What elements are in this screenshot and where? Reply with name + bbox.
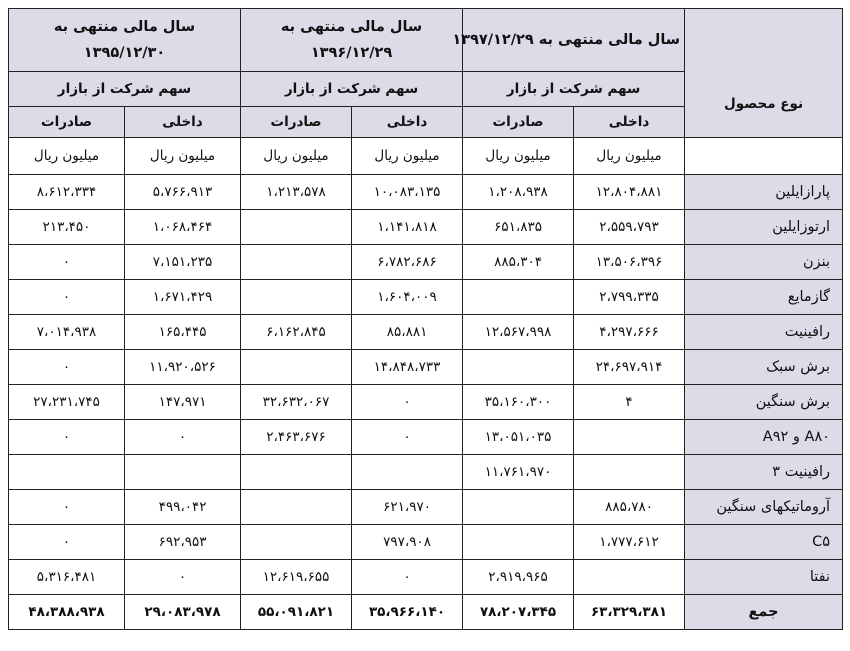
value-cell bbox=[241, 455, 352, 490]
total-value-cell: ۵۵،۰۹۱،۸۲۱ bbox=[241, 595, 352, 630]
value-cell: ۲،۷۹۹،۳۳۵ bbox=[574, 280, 685, 315]
product-name-cell: نفتا bbox=[685, 560, 843, 595]
value-cell bbox=[574, 560, 685, 595]
value-cell bbox=[241, 350, 352, 385]
table-row bbox=[9, 210, 843, 245]
value-cell: ۳۲،۶۳۲،۰۶۷ bbox=[241, 385, 352, 420]
value-cell: ۱۴،۸۴۸،۷۳۳ bbox=[352, 350, 463, 385]
table-row bbox=[9, 525, 843, 560]
value-cell: ۰ bbox=[352, 420, 463, 455]
product-name-cell: پارازایلین bbox=[685, 175, 843, 210]
value-cell: ۰ bbox=[352, 560, 463, 595]
value-cell bbox=[241, 490, 352, 525]
domestic-header-1395: داخلی bbox=[125, 107, 241, 138]
value-cell: ۸۸۵،۳۰۴ bbox=[463, 245, 574, 280]
table-row bbox=[9, 280, 843, 315]
year-1395-header bbox=[9, 9, 241, 72]
sales-table-container bbox=[8, 8, 842, 630]
value-cell: ۵،۷۶۶،۹۱۳ bbox=[125, 175, 241, 210]
value-cell: ۸۵،۸۸۱ bbox=[352, 315, 463, 350]
year-1396-label-line1: سال مالی منتهی به bbox=[280, 19, 423, 35]
market-share-header-1397: سهم شرکت از بازار bbox=[463, 72, 685, 107]
value-cell: ۵،۳۱۶،۴۸۱ bbox=[9, 560, 125, 595]
unit-cell: میلیون ریال bbox=[352, 138, 463, 175]
value-cell: ۱۱،۷۶۱،۹۷۰ bbox=[463, 455, 574, 490]
value-cell: ۱،۰۶۸،۴۶۴ bbox=[125, 210, 241, 245]
product-type-label: نوع محصول bbox=[685, 72, 843, 138]
value-cell: ۱۰،۰۸۳،۱۳۵ bbox=[352, 175, 463, 210]
value-cell: ۰ bbox=[125, 420, 241, 455]
unit-cell: میلیون ریال bbox=[463, 138, 574, 175]
value-cell bbox=[125, 455, 241, 490]
total-value-cell: ۷۸،۲۰۷،۳۴۵ bbox=[463, 595, 574, 630]
product-name-cell: ارتوزایلین bbox=[685, 210, 843, 245]
table-row bbox=[9, 490, 843, 525]
value-cell bbox=[574, 420, 685, 455]
year-1395-label-line1: سال مالی منتهی به bbox=[53, 19, 196, 35]
total-value-cell: ۶۳،۳۲۹،۳۸۱ bbox=[574, 595, 685, 630]
year-1397-header bbox=[452, 9, 685, 72]
product-name-cell: C۵ bbox=[685, 525, 843, 560]
market-share-header-1396: سهم شرکت از بازار bbox=[241, 72, 463, 107]
value-cell: ۱،۲۰۸،۹۳۸ bbox=[463, 175, 574, 210]
domestic-header-1397: داخلی bbox=[574, 107, 685, 138]
unit-empty-cell bbox=[685, 138, 843, 175]
value-cell bbox=[241, 245, 352, 280]
year-1396-header bbox=[241, 9, 463, 72]
product-name-cell: بنزن bbox=[685, 245, 843, 280]
value-cell: ۱۲،۵۶۷،۹۹۸ bbox=[463, 315, 574, 350]
value-cell: ۶۹۲،۹۵۳ bbox=[125, 525, 241, 560]
total-value-cell: ۴۸،۳۸۸،۹۳۸ bbox=[9, 595, 125, 630]
product-name-cell: برش سبک bbox=[685, 350, 843, 385]
unit-cell: میلیون ریال bbox=[241, 138, 352, 175]
value-cell: ۶۵۱،۸۳۵ bbox=[463, 210, 574, 245]
value-cell: ۳۵،۱۶۰،۳۰۰ bbox=[463, 385, 574, 420]
value-cell: ۱،۶۷۱،۴۲۹ bbox=[125, 280, 241, 315]
value-cell: ۰ bbox=[9, 490, 125, 525]
table-row bbox=[9, 350, 843, 385]
value-cell: ۰ bbox=[9, 280, 125, 315]
value-cell: ۰ bbox=[125, 560, 241, 595]
product-name-cell: رافینیت bbox=[685, 315, 843, 350]
total-value-cell: ۲۹،۰۸۳،۹۷۸ bbox=[125, 595, 241, 630]
value-cell: ۱،۱۴۱،۸۱۸ bbox=[352, 210, 463, 245]
year-1395-label-line2: ۱۳۹۵/۱۲/۳۰ bbox=[83, 45, 166, 61]
value-cell: ۱،۲۱۳،۵۷۸ bbox=[241, 175, 352, 210]
value-cell: ۱،۷۷۷،۶۱۲ bbox=[574, 525, 685, 560]
value-cell bbox=[352, 455, 463, 490]
value-cell: ۱۳،۰۵۱،۰۳۵ bbox=[463, 420, 574, 455]
total-value-cell: ۳۵،۹۶۶،۱۴۰ bbox=[352, 595, 463, 630]
product-name-cell: رافینیت ۳ bbox=[685, 455, 843, 490]
total-row bbox=[9, 595, 843, 630]
value-cell: ۷،۰۱۴،۹۳۸ bbox=[9, 315, 125, 350]
value-cell: ۷۹۷،۹۰۸ bbox=[352, 525, 463, 560]
table-row bbox=[9, 455, 843, 490]
value-cell: ۲،۵۵۹،۷۹۳ bbox=[574, 210, 685, 245]
value-cell: ۲۴،۶۹۷،۹۱۴ bbox=[574, 350, 685, 385]
value-cell bbox=[463, 280, 574, 315]
year-1396-label-line2: ۱۳۹۶/۱۲/۲۹ bbox=[310, 45, 393, 61]
value-cell bbox=[9, 455, 125, 490]
exports-header-1397: صادرات bbox=[463, 107, 574, 138]
value-cell: ۱۳،۵۰۶،۳۹۶ bbox=[574, 245, 685, 280]
value-cell: ۶،۱۶۲،۸۴۵ bbox=[241, 315, 352, 350]
market-share-header-1395: سهم شرکت از بازار bbox=[9, 72, 241, 107]
table-row bbox=[9, 560, 843, 595]
value-cell: ۱۶۵،۴۴۵ bbox=[125, 315, 241, 350]
value-cell: ۶۲۱،۹۷۰ bbox=[352, 490, 463, 525]
sales-market-share-table bbox=[8, 8, 843, 630]
product-name-cell: A۸۰ و A۹۲ bbox=[685, 420, 843, 455]
table-row bbox=[9, 315, 843, 350]
value-cell: ۴ bbox=[574, 385, 685, 420]
product-name-cell: گازمایع bbox=[685, 280, 843, 315]
value-cell: ۰ bbox=[9, 525, 125, 560]
value-cell: ۱۴۷،۹۷۱ bbox=[125, 385, 241, 420]
value-cell: ۲،۴۶۳،۶۷۶ bbox=[241, 420, 352, 455]
value-cell: ۱۱،۹۲۰،۵۲۶ bbox=[125, 350, 241, 385]
unit-cell: میلیون ریال bbox=[125, 138, 241, 175]
exports-header-1395: صادرات bbox=[9, 107, 125, 138]
domestic-header-1396: داخلی bbox=[352, 107, 463, 138]
value-cell bbox=[463, 490, 574, 525]
unit-cell: میلیون ریال bbox=[9, 138, 125, 175]
table-row bbox=[9, 245, 843, 280]
product-name-cell: آروماتیکهای سنگین bbox=[685, 490, 843, 525]
unit-cell: میلیون ریال bbox=[574, 138, 685, 175]
value-cell: ۰ bbox=[352, 385, 463, 420]
value-cell: ۱۲،۸۰۴،۸۸۱ bbox=[574, 175, 685, 210]
value-cell: ۲،۹۱۹،۹۶۵ bbox=[463, 560, 574, 595]
table-row bbox=[9, 420, 843, 455]
value-cell: ۰ bbox=[9, 420, 125, 455]
value-cell bbox=[463, 350, 574, 385]
value-cell bbox=[241, 525, 352, 560]
value-cell: ۷،۱۵۱،۲۳۵ bbox=[125, 245, 241, 280]
value-cell: ۰ bbox=[9, 350, 125, 385]
value-cell: ۴،۲۹۷،۶۶۶ bbox=[574, 315, 685, 350]
product-name-cell: برش سنگین bbox=[685, 385, 843, 420]
value-cell bbox=[463, 525, 574, 560]
value-cell bbox=[241, 210, 352, 245]
value-cell: ۱۲،۶۱۹،۶۵۵ bbox=[241, 560, 352, 595]
product-type-header bbox=[685, 9, 843, 72]
value-cell: ۰ bbox=[9, 245, 125, 280]
exports-header-1396: صادرات bbox=[241, 107, 352, 138]
value-cell: ۸۸۵،۷۸۰ bbox=[574, 490, 685, 525]
value-cell: ۱،۶۰۴،۰۰۹ bbox=[352, 280, 463, 315]
year-1397-label: سال مالی منتهی به ۱۳۹۷/۱۲/۲۹ bbox=[452, 32, 681, 48]
value-cell bbox=[241, 280, 352, 315]
table-row bbox=[9, 175, 843, 210]
value-cell bbox=[574, 455, 685, 490]
value-cell: ۲۱۳،۴۵۰ bbox=[9, 210, 125, 245]
total-label: جمع bbox=[685, 595, 843, 630]
table-row bbox=[9, 385, 843, 420]
value-cell: ۶،۷۸۲،۶۸۶ bbox=[352, 245, 463, 280]
value-cell: ۸،۶۱۲،۳۳۴ bbox=[9, 175, 125, 210]
value-cell: ۲۷،۲۳۱،۷۴۵ bbox=[9, 385, 125, 420]
value-cell: ۴۹۹،۰۴۲ bbox=[125, 490, 241, 525]
